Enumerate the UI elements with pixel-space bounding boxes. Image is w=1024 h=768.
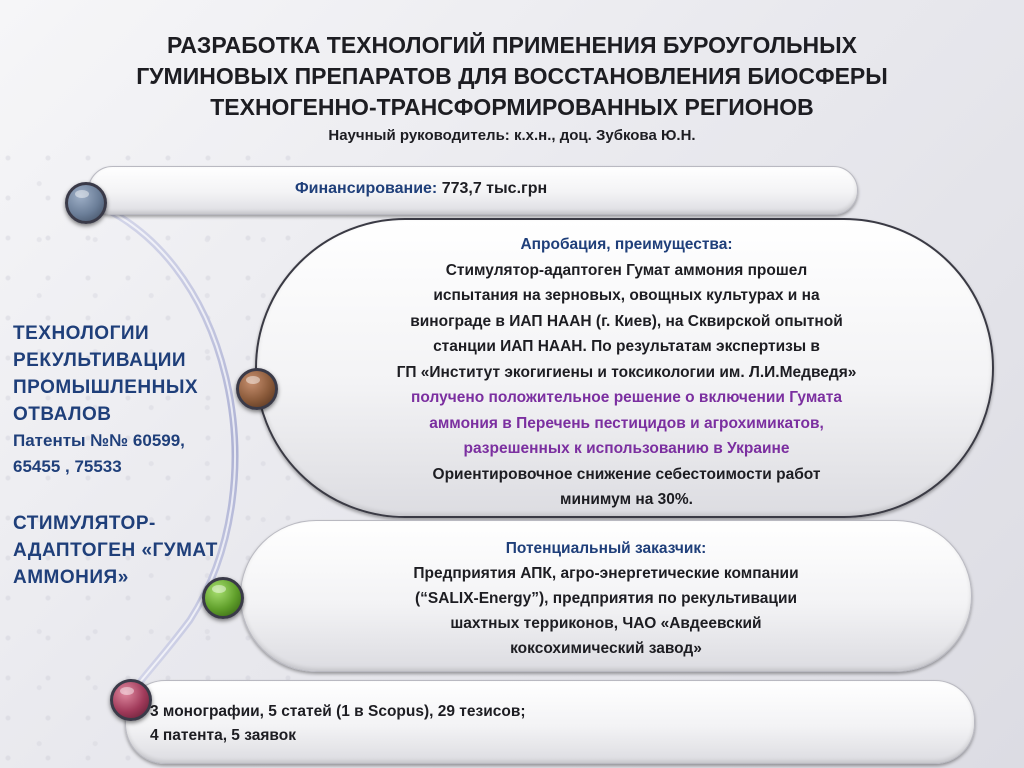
page-title bbox=[0, 30, 1024, 123]
approbation-line: минимум на 30%. bbox=[560, 491, 693, 508]
tech-line: ОТВАЛОВ bbox=[13, 404, 112, 425]
supervisor-line: Научный руководитель: к.х.н., доц. Зубкова Ю.Н. bbox=[328, 127, 696, 144]
approbation-box bbox=[255, 218, 994, 518]
patent-line: Патенты №№ 60599, bbox=[13, 431, 185, 450]
customer-line: (“SALIX-Energy”), предприятия по рекультивации bbox=[414, 590, 797, 607]
customer-line: коксохимический завод» bbox=[510, 640, 702, 657]
tech-line: РЕКУЛЬТИВАЦИИ bbox=[13, 350, 187, 371]
approbation-highlight-line: разрешенных к использованию в Украине bbox=[463, 440, 790, 457]
bullet-node-icon bbox=[202, 577, 244, 619]
product-line: АММОНИЯ» bbox=[13, 567, 129, 588]
publications-box bbox=[125, 680, 975, 764]
approbation-line: станции ИАП НААН. По результатам экспертизы в bbox=[433, 338, 820, 355]
product-line: АДАПТОГЕН «ГУМАТ bbox=[13, 540, 218, 561]
funding-label: Финансирование: bbox=[295, 180, 438, 197]
customer-box bbox=[240, 520, 972, 672]
customer-line: шахтных терриконов, ЧАО «Авдеевский bbox=[450, 615, 762, 632]
publications-line: 3 монографии, 5 статей (1 в Scopus), 29 тезисов; bbox=[150, 703, 526, 720]
funding-bar bbox=[88, 166, 858, 215]
approbation-line: Стимулятор-адаптоген Гумат аммония прошел bbox=[445, 261, 808, 279]
approbation-highlight-line: аммония в Перечень пестицидов и агрохимикатов, bbox=[429, 414, 824, 432]
product-line: СТИМУЛЯТОР- bbox=[13, 513, 156, 534]
approbation-line: ГП «Институт экогигиены и токсикологии им. Л.И.Медведя» bbox=[396, 363, 857, 381]
tech-line: ТЕХНОЛОГИИ bbox=[13, 323, 150, 344]
title-line: РАЗРАБОТКА ТЕХНОЛОГИЙ ПРИМЕНЕНИЯ БУРОУГОЛЬНЫХ bbox=[167, 32, 857, 58]
approbation-highlight-line: получено положительное решение о включении Гумата bbox=[411, 389, 842, 406]
approbation-heading: Апробация, преимущества: bbox=[520, 236, 733, 253]
left-panel bbox=[13, 320, 248, 591]
funding-value: 773,7 тыс.грн bbox=[437, 180, 548, 197]
header bbox=[0, 30, 1024, 144]
bullet-node-icon bbox=[110, 679, 152, 721]
patent-line: 65455 , 75533 bbox=[13, 457, 122, 476]
approbation-line: винограде в ИАП НААН (г. Киев), на Сквирской опытной bbox=[410, 312, 843, 330]
customer-heading: Потенциальный заказчик: bbox=[505, 540, 707, 557]
bullet-node-icon bbox=[236, 368, 278, 410]
bullet-node-icon bbox=[65, 182, 107, 224]
approbation-line: испытания на зерновых, овощных культурах и на bbox=[433, 287, 820, 304]
title-line: ТЕХНОГЕННО-ТРАНСФОРМИРОВАННЫХ РЕГИОНОВ bbox=[210, 94, 814, 120]
tech-line: ПРОМЫШЛЕННЫХ bbox=[13, 377, 199, 398]
publications-line: 4 патента, 5 заявок bbox=[150, 727, 296, 744]
title-line: ГУМИНОВЫХ ПРЕПАРАТОВ ДЛЯ ВОССТАНОВЛЕНИЯ БИОСФЕРЫ bbox=[136, 63, 888, 89]
approbation-line: Ориентировочное снижение себестоимости работ bbox=[432, 465, 821, 483]
customer-line: Предприятия АПК, агро-энергетические компании bbox=[413, 565, 799, 582]
